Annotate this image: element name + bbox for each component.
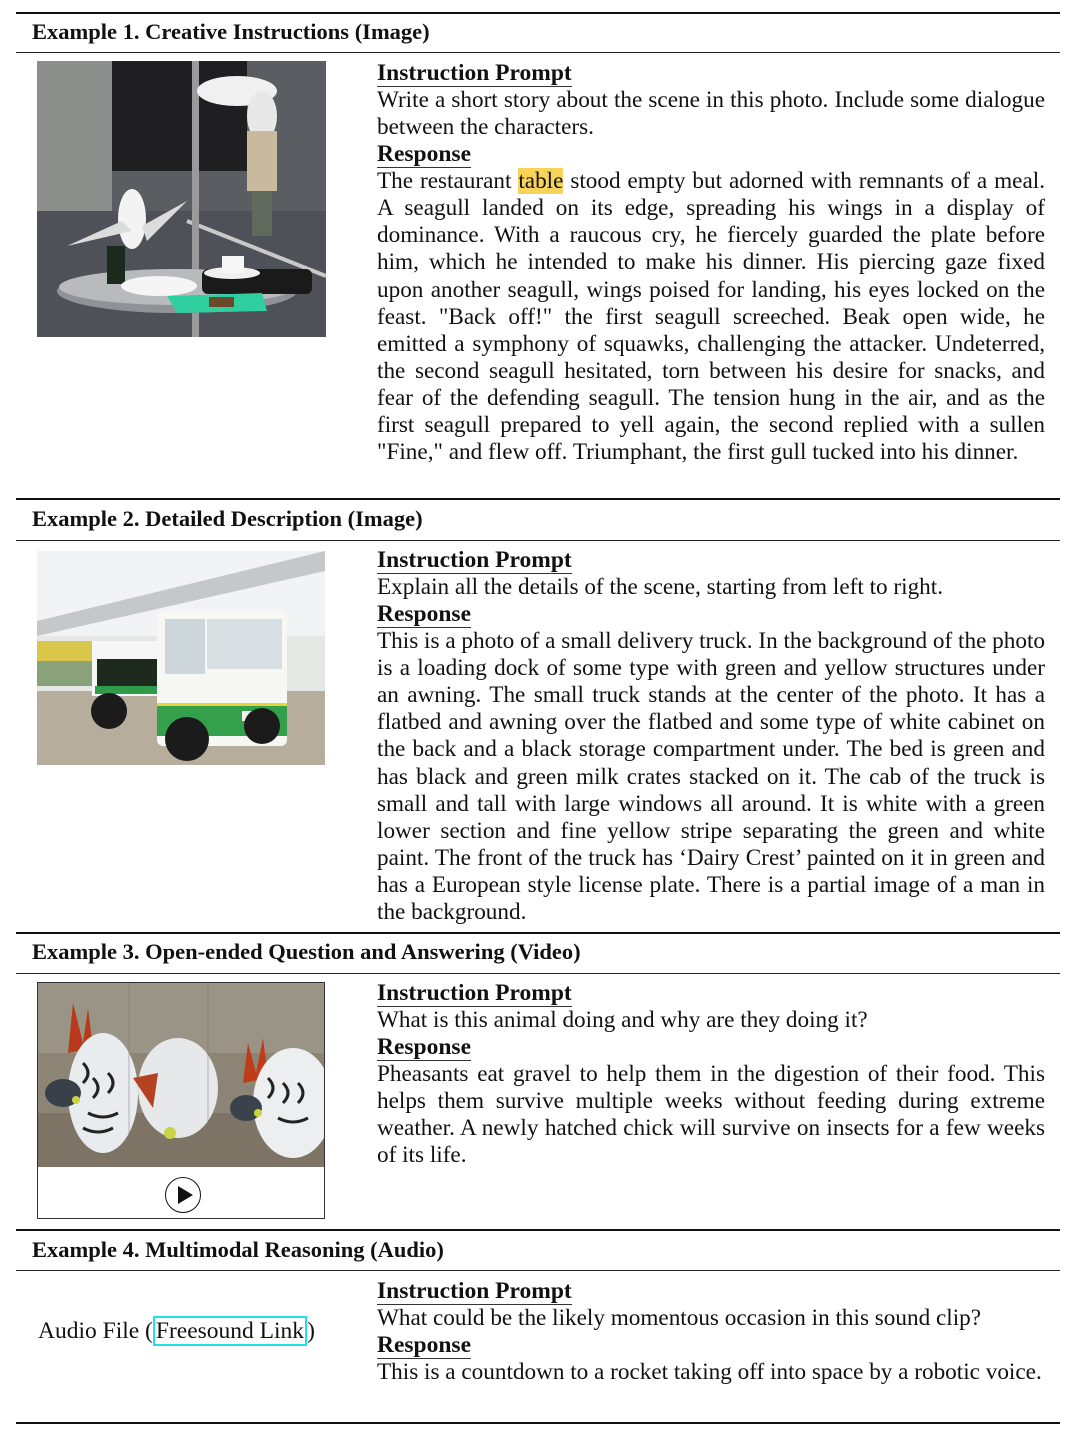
example-1-title: Example 1. Creative Instructions (Image) (32, 19, 430, 44)
example-3-prompt: What is this animal doing and why are they doing it? (377, 1007, 868, 1033)
example-1-header-rule (16, 52, 1060, 53)
response-text-start: The restaurant (377, 168, 519, 195)
example-3-top-rule (16, 932, 1060, 934)
freesound-link[interactable]: Freesound Link (153, 1316, 307, 1346)
example-3-content (377, 980, 1045, 1169)
example-2-title: Example 2. Detailed Description (Image) (32, 506, 423, 531)
example-4-response-label: Response (377, 1332, 472, 1359)
example-4-header-rule (16, 1270, 1060, 1271)
example-1-response (377, 168, 1045, 466)
top-rule (16, 12, 1060, 14)
example-4-top-rule (16, 1229, 1060, 1231)
example-3-header-rule (16, 973, 1060, 974)
response-text-rest: stood empty but adorned with remnants of a meal. A seagull landed on its edge, spreading his wings in a display of dominance. With a raucous cry, he fiercely guarded the plate before him, which he intended to make his dinner. His piercing gaze fixed upon another seagull, wings poised for landing, his eyes locked on the feast. "Back off!" the first seagull screeched. Beak open wide, he emitted a symphony of squawks, challenging the attacker. Undeterred, the second seagull hesitated, torn between his desire for snacks, and fear of the defending seagull. The tension hung in the air, and as the first seagull prepared to yell again, the second replied with a sullen "Fine," and flew off. Triumphant, the first gull tucked into his dinner. (377, 168, 1046, 466)
example-2-header-rule (16, 540, 1060, 541)
pheasant-video-frames (38, 983, 324, 1167)
example-2-prompt-label: Instruction Prompt (377, 547, 572, 573)
highlighted-word: table (518, 168, 564, 195)
play-icon[interactable] (165, 1177, 201, 1213)
example-4-response: This is a countdown to a rocket taking off into space by a robotic voice. (377, 1359, 1042, 1386)
example-2-prompt: Explain all the details of the scene, starting from left to right. (377, 574, 943, 600)
delivery-truck-photo (37, 551, 325, 765)
audio-prefix: Audio File ( (38, 1318, 153, 1344)
example-2-content (377, 547, 1045, 926)
example-4-prompt: What could be the likely momentous occasion in this sound clip? (377, 1305, 982, 1331)
example-2-top-rule (16, 498, 1060, 500)
example-3-title: Example 3. Open-ended Question and Answering (Video) (32, 939, 581, 964)
example-3-response: Pheasants eat gravel to help them in the digestion of their food. This helps them survive multiple weeks without feeding during extreme weather. A newly hatched chick will survive on insects for a few weeks of its life. (377, 1061, 1045, 1169)
example-1-prompt-label: Instruction Prompt (377, 60, 572, 86)
example-3-prompt-label: Instruction Prompt (377, 980, 572, 1006)
seagull-photo (37, 61, 326, 337)
example-3-response-label: Response (377, 1034, 472, 1061)
example-4-content (377, 1278, 1045, 1386)
example-2-response-label: Response (377, 601, 472, 628)
example-2-response: This is a photo of a small delivery truck. In the background of the photo is a loading dock of some type with green and yellow structures under an awning. The small truck stands at the center of the photo. It has a flatbed and awning over the flatbed and some type of white cabinet on the back and a black storage compartment under. The bed is green and has black and green milk crates stacked on it. The cab of the truck is small and tall with large windows all around. It is white with a green lower section and fine yellow stripe separating the green and white paint. The front of the truck has ‘Dairy Crest’ painted on it in green and has a European style license plate. There is a partial image of a man in the background. (377, 628, 1045, 926)
audio-suffix: ) (307, 1318, 315, 1344)
example-4-title: Example 4. Multimodal Reasoning (Audio) (32, 1237, 444, 1262)
video-player[interactable] (37, 982, 325, 1219)
audio-file-label (38, 1316, 315, 1346)
example-1-content (377, 60, 1045, 466)
example-4-prompt-label: Instruction Prompt (377, 1278, 572, 1304)
example-1-prompt: Write a short story about the scene in this photo. Include some dialogue between the characters. (377, 87, 1045, 141)
example-1-response-label: Response (377, 141, 472, 168)
bottom-rule (16, 1422, 1060, 1424)
